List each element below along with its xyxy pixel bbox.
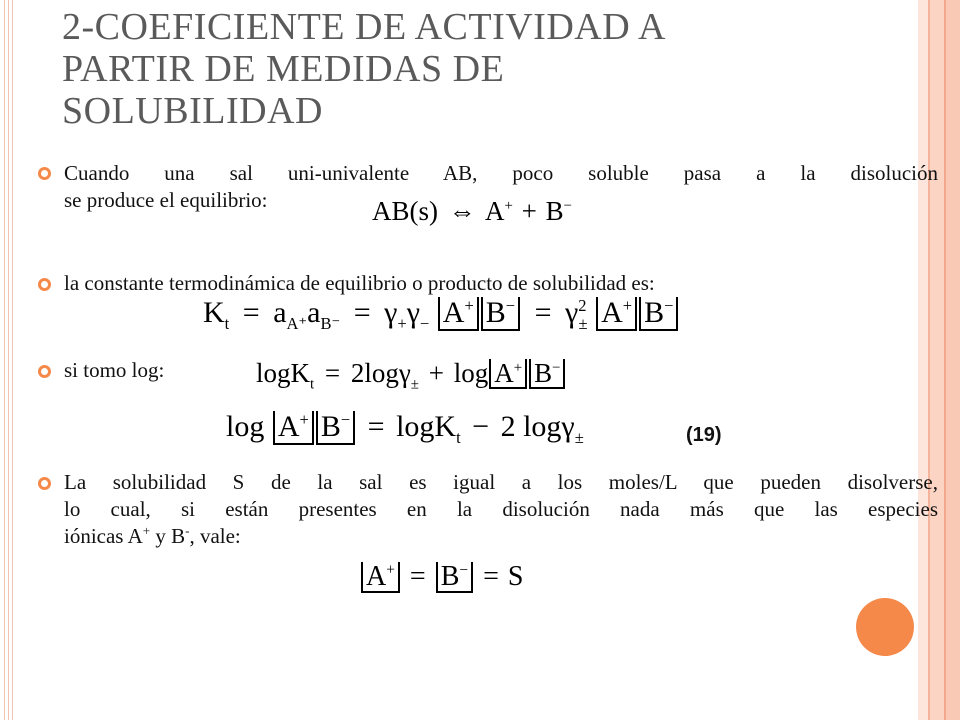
concentration-bracket — [639, 297, 678, 331]
concentration-bracket — [273, 411, 314, 445]
eq-sup: 2 — [578, 296, 587, 315]
eq-term: γ — [406, 296, 420, 329]
bullet-marker — [38, 167, 51, 180]
edge-line — [4, 0, 5, 720]
concentration-bracket — [481, 297, 520, 331]
equation-number-label: (19) — [686, 424, 722, 446]
title-line: SOLUBILIDAD — [62, 90, 323, 132]
eq-sup: + — [464, 296, 474, 315]
eq-sub: ± — [578, 314, 588, 333]
eq-sub: − — [419, 314, 430, 333]
bullet-text-4 — [64, 469, 938, 550]
text-sup: - — [185, 523, 190, 538]
concentration-bracket — [361, 562, 400, 593]
eq-sub: t — [224, 314, 230, 333]
eq-term: γ — [384, 296, 398, 329]
eq-op: = — [409, 561, 426, 592]
concentration-bracket — [489, 359, 527, 389]
text-line: Cuando una sal uni-univalente AB, poco soluble pasa a la disolución — [64, 161, 938, 185]
slide-title — [62, 6, 862, 132]
eq-sup: − — [340, 410, 351, 429]
eq-sup: + — [513, 360, 523, 376]
bullet-text-2: la constante termodinámica de equilibrio o producto de solubilidad es: — [64, 271, 655, 295]
eq-op: = — [242, 296, 260, 329]
concentration-bracket — [529, 359, 565, 389]
eq-term: log — [453, 358, 489, 388]
edge-line — [8, 0, 9, 720]
eq-op: = — [367, 410, 385, 443]
eq-sub: t — [310, 376, 315, 393]
equation-equilibrium — [372, 196, 572, 227]
eq-sup: + — [504, 198, 513, 214]
eq-op: − — [472, 410, 490, 443]
eq-sup: + — [299, 410, 309, 429]
eq-sub: A⁺ — [286, 314, 308, 333]
bullet-marker — [38, 477, 51, 490]
equation-log-kt — [256, 358, 566, 393]
eq-sup: − — [563, 198, 573, 214]
eq-sub: B⁻ — [320, 314, 341, 333]
eq-op: = — [353, 296, 371, 329]
text-line: lo cual, si están presentes en la disolución nada más que las especies — [64, 497, 938, 521]
eq-sup: − — [505, 296, 516, 315]
edge-line — [12, 0, 13, 720]
eq-term: 2 logγ — [500, 410, 575, 443]
eq-sup: + — [386, 561, 395, 579]
eq-term: B — [644, 296, 665, 329]
eq-sup: − — [552, 360, 561, 376]
text-fragment: iónicas A — [64, 524, 143, 548]
eq-term: logK — [256, 358, 310, 388]
eq-sub: + — [397, 314, 407, 333]
eq-term: logK — [396, 410, 457, 443]
eq-term: K — [203, 296, 225, 329]
text-line — [64, 523, 938, 550]
eq-term: B — [534, 358, 553, 388]
orange-circle-decoration — [856, 598, 914, 656]
text-fragment: y B — [150, 524, 186, 548]
bullet-marker — [38, 278, 51, 291]
text-sup: + — [142, 523, 151, 538]
eq-term: B — [320, 410, 341, 443]
bullet-marker — [38, 365, 51, 378]
eq-term: A — [277, 410, 300, 443]
eq-sub: ± — [574, 428, 584, 447]
eq-term: B — [440, 561, 460, 592]
text-line: La solubilidad S de la sal es igual a los moles/L que pueden disolverse, — [64, 470, 938, 494]
concentration-bracket — [436, 562, 473, 593]
equation-19 — [226, 410, 584, 445]
eq-sup: − — [664, 296, 674, 315]
eq-term: 2logγ — [350, 358, 411, 388]
eq-term: A — [494, 358, 514, 388]
equation-solubility-product — [203, 296, 679, 331]
eq-term: γ — [565, 296, 579, 329]
stripe — [946, 0, 960, 720]
bullet-text-3: si tomo log: — [64, 358, 165, 382]
eq-sub: ± — [410, 376, 419, 393]
eq-term: a — [307, 296, 321, 329]
eq-term: AB(s) — [372, 196, 438, 226]
eq-arrow: ⇔ — [448, 196, 476, 226]
concentration-bracket — [596, 297, 637, 331]
eq-term: log — [226, 410, 265, 443]
eq-sub: t — [456, 428, 461, 447]
title-line: 2-COEFICIENTE DE ACTIVIDAD A — [62, 6, 667, 48]
left-edge-decoration — [0, 0, 14, 720]
eq-term: S — [507, 561, 524, 592]
eq-term: A — [442, 296, 465, 329]
concentration-bracket — [316, 411, 355, 445]
text-line: se produce el equilibrio: — [64, 188, 268, 212]
eq-op: = — [534, 296, 552, 329]
eq-term: A — [366, 561, 387, 592]
eq-sup: + — [622, 296, 633, 315]
title-line: PARTIR DE MEDIDAS DE — [62, 48, 505, 90]
eq-sup: − — [459, 561, 469, 579]
eq-op: + — [521, 196, 537, 226]
eq-term: a — [273, 296, 287, 329]
eq-op: = — [483, 561, 499, 592]
eq-term: B — [545, 196, 564, 226]
eq-term: A — [485, 196, 505, 226]
text-fragment: , vale: — [189, 524, 241, 548]
concentration-bracket — [438, 297, 479, 331]
eq-term: B — [485, 296, 506, 329]
eq-op: + — [428, 358, 444, 388]
eq-term: A — [601, 296, 623, 329]
equation-solubility — [360, 561, 523, 593]
eq-op: = — [324, 358, 341, 388]
